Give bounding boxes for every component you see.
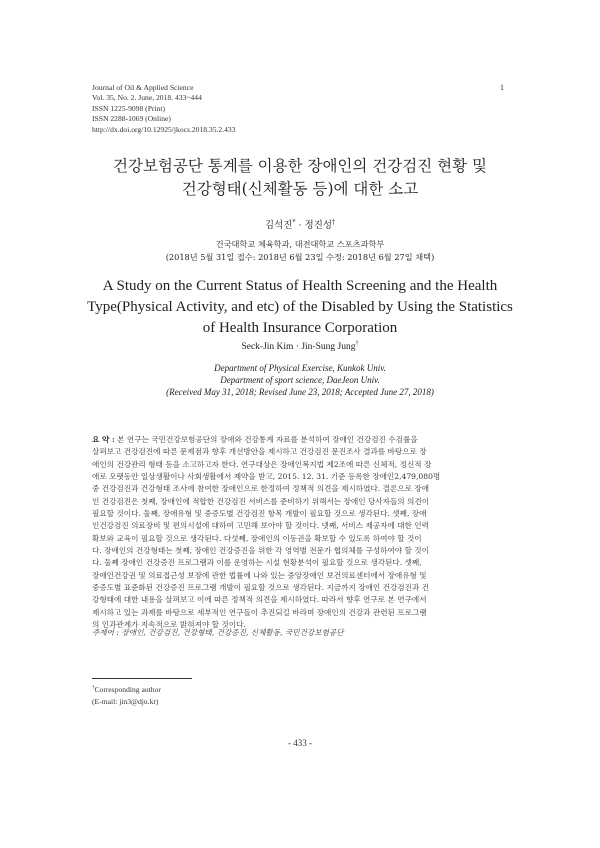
abstract-line: 인건강검진 의료장비 및 편의시설에 대하여 고민해 보아야 할 것이다. 넷째, 서비스 제공자에 대한 인력 xyxy=(92,521,429,531)
journal-name: Journal of Oil & Applied Science xyxy=(92,83,194,92)
abstract-line: 중 건강검진과 건강형태 조사에 참여한 장애인으로 한정하여 정책적 의견을 제시하였다. 결론으로 장애 xyxy=(92,484,430,494)
authors-en-mark: † xyxy=(355,340,359,347)
authors-en xyxy=(0,342,600,352)
abstract-line: 필요할 것이다. 둘째, 장애유형 및 중증도별 건강검진 항목 개발이 필요할 것으로 생각된다. 셋째, 장애 xyxy=(92,509,427,519)
abstract-line: 살펴보고 건강검진에 따른 문제점과 향후 개선방안을 제시하고 건강검진 문진조사 결과를 바탕으로 장 xyxy=(92,447,427,457)
footnote-email: (E-mail: jin3@dju.kr) xyxy=(92,696,159,706)
title-kr-line1: 건강보험공단 통계를 이용한 장애인의 건강검진 현황 및 xyxy=(113,157,487,175)
title-en-line1: A Study on the Current Status of Health Screening and the Health xyxy=(102,278,498,294)
abstract-line: 중증도별 표준화된 건강증진 프로그램 개발이 필요할 것으로 생각된다. 지금까지 장애인 건강검진과 건 xyxy=(92,583,430,593)
title-en-line2: Type(Physical Activity, and etc) of the Disabled by Using the Statistics xyxy=(87,299,513,315)
abstract-line: 장애인건강권 및 의료접근성 보장에 관한 법률에 나와 있는 중앙장애인 보건의료센터에서 장애유형 및 xyxy=(92,570,427,580)
abstract-line: 강형태에 대한 내용을 살펴보고 이에 따른 정책적 의견을 제시하였다. 따라서 향후 연구로 본 연구에서 xyxy=(92,595,427,605)
abstract-line: 애인의 건강관리 형태 등을 소고하고자 한다. 연구대상은 장애인복지법 제2조에 따른 신체적, 정신적 장 xyxy=(92,459,432,469)
footnote-corresponding: †Corresponding author xyxy=(92,685,161,694)
journal-volume: Vol. 35, No. 2. June, 2018. 433~444 xyxy=(92,93,202,103)
author-kr-separator: · xyxy=(295,220,305,231)
footnote-mark: † xyxy=(92,685,95,691)
abstract-label: 요 약 : xyxy=(92,435,115,444)
abstract-line: 다. 장애인의 건강형태는 첫째, 장애인 건강증진을 위한 각 영역별 전문가 협의체를 구성하여야 할 것이 xyxy=(92,546,429,556)
affiliation-kr xyxy=(0,238,600,263)
affiliation-kr-line1: 건국대학교 체육학과, 대전대학교 스포츠과학부 xyxy=(215,239,385,249)
footnote xyxy=(92,684,161,707)
page-number-bottom: - 433 - xyxy=(288,738,312,748)
author-kr-first: 김석진 xyxy=(264,220,293,231)
abstract-line: 의 인과관계가 지속적으로 밝혀져야 할 것이다. xyxy=(92,620,246,630)
author-kr-first-mark: * xyxy=(292,218,296,226)
journal-header xyxy=(92,83,236,135)
abstract-line: 애로 오랫동안 일상생활이나 사회생활에서 제약을 받고, 2015. 12. 31. 기준 등록한 장애인2,479,080명 xyxy=(92,472,441,482)
title-kr-line2: 건강형태(신체활동 등)에 대한 소고 xyxy=(181,180,419,198)
authors-en-names: Seck-Jin Kim · Jin-Sung Jung xyxy=(241,342,356,352)
affiliation-en xyxy=(0,362,600,399)
authors-kr xyxy=(0,217,600,231)
abstract-line: 인 건강검진은 첫째, 장애인에 적합한 건강검진 서비스를 준비하기 위해서는 장애인 당사자들의 의견이 xyxy=(92,496,430,506)
footnote-divider xyxy=(92,678,192,679)
keywords: 주제어 : 장애인, 건강검진, 건강형태, 건강증진, 신체활동, 국민건강보험공단 xyxy=(92,628,344,637)
abstract-line: 확보와 교육이 필요할 것으로 생각된다. 다섯째, 장애인의 이동권을 확보할 수 있도록 하여야 할 것이 xyxy=(92,533,422,543)
affiliation-en-line1: Department of Physical Exercise, Kunkok Univ. xyxy=(214,363,386,373)
affiliation-kr-dates: (2018년 5월 31일 접수: 2018년 6월 23일 수정: 2018년 6월 27일 채택) xyxy=(165,251,435,262)
affiliation-en-dates: (Received May 31, 2018; Revised June 23, 2018; Accepted June 27, 2018) xyxy=(166,387,434,398)
author-kr-second-mark: † xyxy=(332,218,336,226)
abstract-line: 요 약 : 본 연구는 국민건강보험공단의 장애와 건강통계 자료를 분석하여 장애인 건강검진 수검률을 xyxy=(92,435,418,444)
title-en-line3: of Health Insurance Corporation xyxy=(202,320,398,336)
doi-link[interactable]: http://dx.doi.org/10.12925/jkocs.2018.35.2.433 xyxy=(92,124,236,134)
page-number-top: 1 xyxy=(500,83,504,92)
author-kr-second: 정진성 xyxy=(304,220,333,231)
issn-online: ISSN 2288-1069 (Online) xyxy=(92,114,171,124)
abstract xyxy=(92,434,508,632)
affiliation-en-line2: Department of sport science, DaeJeon Univ. xyxy=(220,375,380,386)
abstract-line: 제시하고 있는 과제를 바탕으로 세부적인 연구들이 추진되길 바라며 장애인의 건강과 관련된 프로그램 xyxy=(92,607,427,617)
abstract-line: 다. 둘째 장애인 건강증진 프로그램과 이를 운영하는 시설 현황분석이 필요할 것으로 생각된다. 셋째, xyxy=(92,558,422,568)
issn-print: ISSN 1225-9098 (Print) xyxy=(92,103,165,113)
